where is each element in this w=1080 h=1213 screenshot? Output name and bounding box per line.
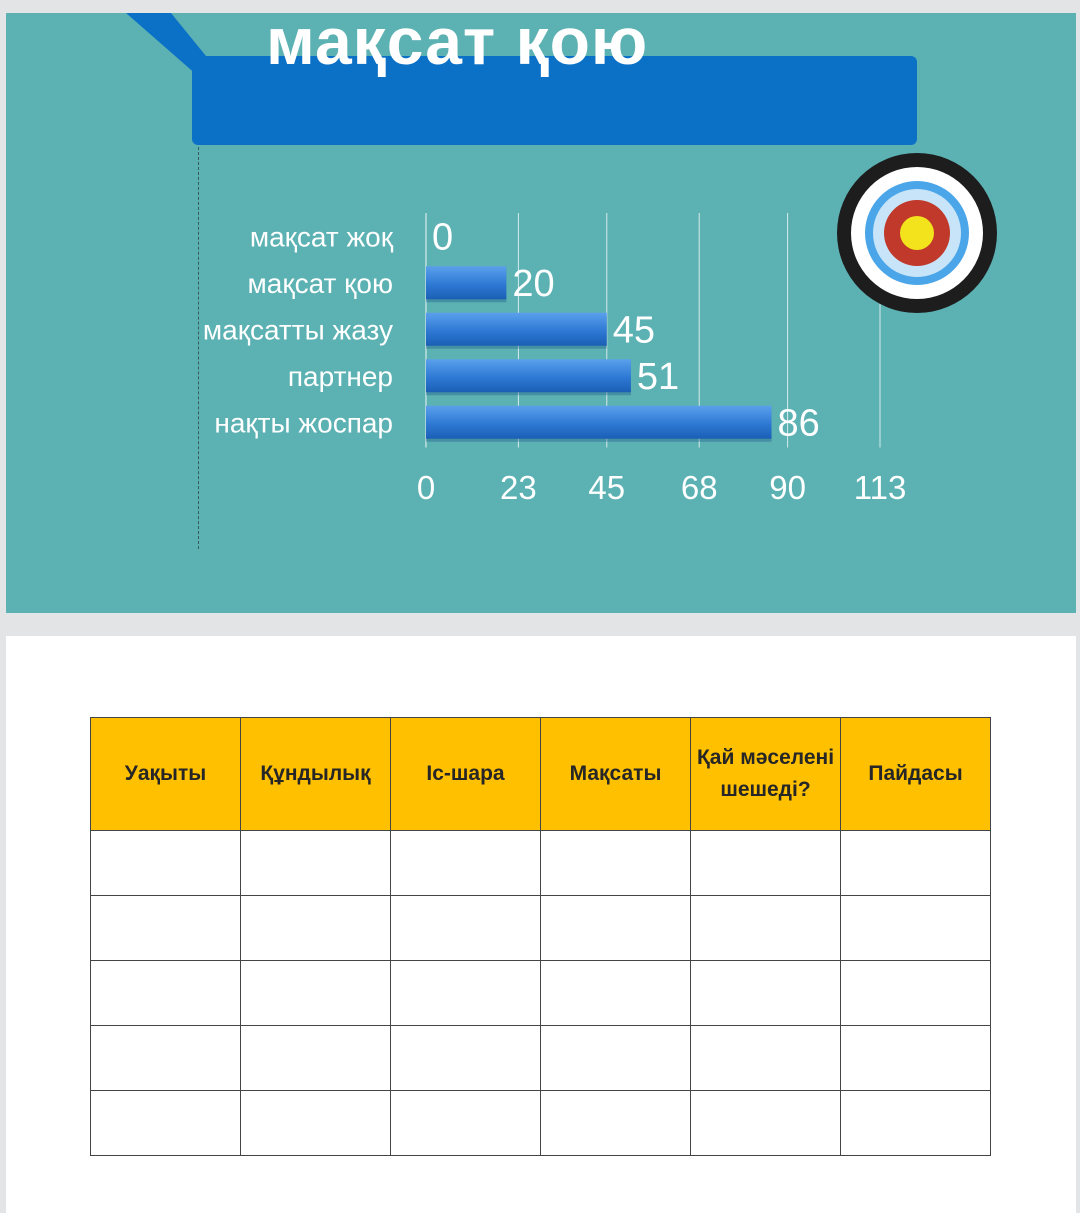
table-row [91, 896, 991, 961]
header-value: Құндылық [241, 718, 391, 831]
table-cell[interactable] [841, 1091, 991, 1156]
x-tick-label: 68 [680, 469, 718, 506]
data-label: 86 [777, 402, 820, 445]
table-cell[interactable] [541, 1091, 691, 1156]
table-cell[interactable] [691, 896, 841, 961]
table-cell[interactable] [691, 831, 841, 896]
slide-panel [6, 13, 1076, 613]
table-cell[interactable] [841, 1026, 991, 1091]
table-cell[interactable] [241, 896, 391, 961]
bar [426, 266, 506, 299]
table-cell[interactable] [241, 831, 391, 896]
planning-table [90, 717, 991, 1156]
table-cell[interactable] [91, 1026, 241, 1091]
table-row [91, 831, 991, 896]
worksheet-panel [6, 636, 1076, 1213]
data-label: 51 [636, 355, 680, 398]
x-tick-label: 90 [769, 469, 806, 506]
table-cell[interactable] [541, 1026, 691, 1091]
table-cell[interactable] [91, 831, 241, 896]
table-cell[interactable] [391, 1026, 541, 1091]
table-cell[interactable] [541, 961, 691, 1026]
table-header-row [91, 718, 991, 831]
header-benefit: Пайдасы [841, 718, 991, 831]
table-cell[interactable] [391, 1091, 541, 1156]
x-tick-label: 0 [416, 469, 436, 506]
table-cell[interactable] [391, 961, 541, 1026]
table-cell[interactable] [391, 896, 541, 961]
bar [426, 406, 772, 439]
table-row [91, 961, 991, 1026]
table-cell[interactable] [691, 1091, 841, 1156]
target-icon [835, 151, 999, 315]
table-cell[interactable] [541, 831, 691, 896]
table-cell[interactable] [841, 961, 991, 1026]
x-tick-label: 113 [853, 469, 907, 506]
x-tick-label: 45 [588, 469, 626, 506]
table-cell[interactable] [841, 896, 991, 961]
table-cell[interactable] [91, 1091, 241, 1156]
table-cell[interactable] [691, 1026, 841, 1091]
table-cell[interactable] [391, 831, 541, 896]
category-label: мақсатты жазу [202, 314, 393, 346]
data-label: 0 [432, 216, 454, 259]
x-tick-label: 23 [500, 469, 537, 506]
header-problem: Қай мәселені шешеді? [691, 718, 841, 831]
slide-title: мақсат қою [266, 13, 649, 78]
category-label: партнер [287, 360, 393, 392]
category-label: мақсат жоқ [249, 221, 393, 253]
header-time: Уақыты [91, 718, 241, 831]
table-cell[interactable] [91, 961, 241, 1026]
table-cell[interactable] [91, 896, 241, 961]
category-label: нақты жоспар [214, 407, 393, 439]
category-label: мақсат қою [247, 267, 393, 299]
bar [426, 359, 631, 392]
table-cell[interactable] [691, 961, 841, 1026]
data-label: 45 [612, 309, 656, 352]
bar [426, 313, 607, 346]
table-cell[interactable] [541, 896, 691, 961]
table-cell[interactable] [841, 831, 991, 896]
data-label: 20 [512, 262, 555, 305]
table-row [91, 1026, 991, 1091]
table-cell[interactable] [241, 1091, 391, 1156]
table-row [91, 1091, 991, 1156]
header-goal: Мақсаты [541, 718, 691, 831]
table-cell[interactable] [241, 1026, 391, 1091]
header-activity: Іс-шара [391, 718, 541, 831]
table-cell[interactable] [241, 961, 391, 1026]
